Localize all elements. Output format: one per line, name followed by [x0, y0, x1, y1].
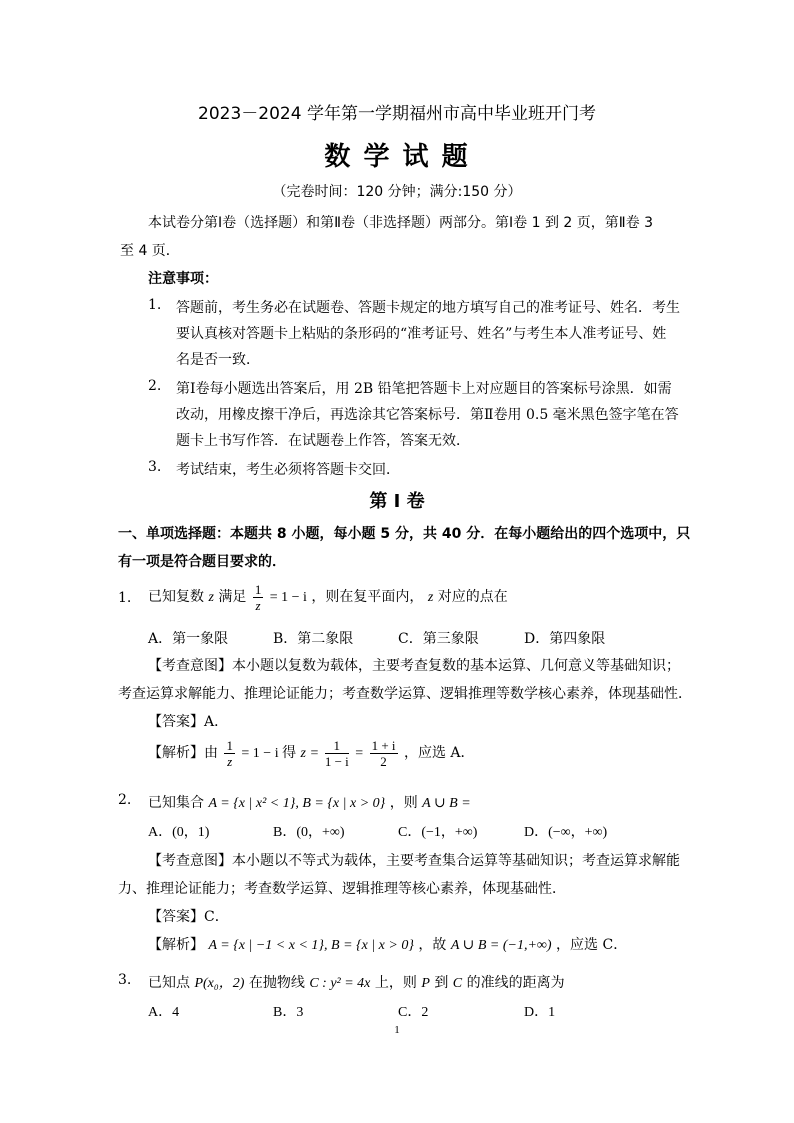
notice-item-2-line-1: 第Ⅰ卷每小题选出答案后，用 2B 铅笔把答题卡上对应题目的答案标号涂黑．如需: [176, 381, 672, 397]
q2-set-a: A = {x | x² < 1}: [208, 796, 296, 811]
page-number: 1: [394, 1024, 400, 1036]
q2-intent-line-1: 【考查意图】本小题以不等式为载体，主要考查集合运算等基础知识；考查运算求解能: [148, 853, 680, 869]
q1-option-d: D．第四象限: [524, 631, 606, 647]
q1-analysis-fraction-3-numerator: 1 + i: [371, 737, 396, 753]
q2-option-c: C．(−1，+∞): [398, 825, 478, 840]
q1-analysis-rhs: = 1 − i 得: [241, 746, 297, 761]
q1-analysis-fraction-2-numerator: 1: [325, 739, 349, 754]
q1-analysis-end: ，应选 A．: [403, 745, 475, 761]
q2-analysis-union: A ∪ B = (−1,+∞): [450, 938, 552, 953]
q2-answer: 【答案】C．: [148, 909, 229, 925]
q1-option-c: C．第三象限: [398, 631, 479, 647]
section-instruction-line-1: 一、单项选择题：本题共 8 小题，每小题 5 分，共 40 分．在每小题给出的四个选项中，只: [118, 526, 691, 542]
notice-item-2-line-2: 改动，用橡皮擦干净后，再选涂其它答案标号．第Ⅱ卷用 0.5 毫米黑色签字笔在答: [176, 407, 679, 423]
q1-text-b: 满足: [218, 589, 247, 605]
q3-curve: C : y² = 4x: [309, 976, 371, 991]
q2-analysis-set-b: , B = {x | x > 0}: [324, 938, 414, 953]
q1-text-c: ，则在复平面内，: [311, 589, 424, 605]
q2-union: A ∪ B =: [422, 796, 471, 811]
q1-analysis-equals-1: =: [310, 746, 319, 761]
q2-intent-line-2: 力、推理论证能力；考查数学运算、逻辑推理等核心素养，体现基础性．: [118, 881, 566, 897]
notice-item-1-number: 1.: [148, 297, 162, 313]
time-info: （完卷时间：120 分钟；满分:150 分）: [272, 184, 522, 200]
q3-text-c: 上，则: [374, 975, 417, 991]
notice-item-3-line-1: 考试结束，考生必须将答题卡交回．: [176, 462, 400, 478]
notice-item-1-line-1: 答题前，考生务必在试题卷、答题卡规定的地方填写自己的准考证号、姓名．考生: [176, 300, 680, 316]
q2-text-a: 已知集合: [148, 795, 204, 811]
q1-var-z-2: z: [427, 590, 434, 605]
q2-analysis-label: 【解析】: [148, 937, 204, 953]
q2-option-d: D．(−∞，+∞): [524, 825, 608, 840]
notice-item-3-number: 3.: [148, 459, 162, 475]
q2-set-b: , B = {x | x > 0}: [295, 796, 386, 811]
notice-item-2-number: 2.: [148, 378, 162, 394]
exam-title: 2023－2024 学年第一学期福州市高中毕业班开门考: [198, 104, 596, 124]
q3-option-b: B．3: [273, 1005, 304, 1020]
q1-analysis-fraction-3-denominator: 2: [380, 753, 387, 769]
q1-analysis-fraction-1-numerator: 1: [226, 737, 233, 753]
q1-analysis-fraction-3: [370, 739, 398, 768]
q2-analysis: [148, 934, 627, 954]
q2-analysis-mid: ，故: [418, 937, 447, 953]
q1-answer: 【答案】A．: [148, 714, 229, 730]
q3-text-b: 在抛物线: [248, 975, 305, 991]
q3-text-d: 到: [434, 975, 449, 991]
q1-analysis-var-z: z: [300, 746, 306, 761]
q1-analysis: [148, 736, 475, 771]
q2-option-b: B．(0，+∞): [273, 825, 345, 840]
q2-number: 2.: [118, 792, 132, 808]
q1-fraction-numerator: 1: [254, 581, 262, 597]
q2-text-b: ，则: [389, 795, 418, 811]
q1-intent-line-2: 考查运算求解能力、推理论证能力；考查数学运算、逻辑推理等数学核心素养，体现基础性．: [118, 686, 692, 702]
q3-var-p: P: [421, 976, 430, 991]
q1-intent-line-1: 【考查意图】本小题以复数为载体，主要考查复数的基本运算、几何意义等基础知识；: [148, 658, 680, 674]
q1-analysis-equals-2: =: [355, 746, 364, 761]
q1-fraction-denominator: z: [255, 597, 261, 613]
q1-analysis-fraction-1-denominator: z: [227, 753, 233, 769]
q1-number: 1.: [118, 590, 132, 606]
q1-analysis-fraction-2-denominator: 1 − i: [324, 753, 349, 769]
q1-option-b: B．第二象限: [273, 631, 354, 647]
q1-analysis-label: 【解析】由: [148, 745, 218, 761]
q2-option-a: A．(0，1): [148, 825, 210, 840]
intro-line-1: 本试卷分第Ⅰ卷（选择题）和第Ⅱ卷（非选择题）两部分。第Ⅰ卷 1 到 2 页，第Ⅱ卷 3: [148, 215, 654, 231]
q2-analysis-set-a: A = {x | −1 < x < 1}: [208, 938, 325, 953]
q1-var-z: z: [208, 590, 214, 605]
q1-option-a: A．第一象限: [148, 631, 229, 647]
q3-number: 3.: [118, 972, 132, 988]
q1-fraction: [253, 583, 264, 612]
q3-option-a: A．4: [148, 1005, 180, 1020]
q3-text-a: 已知点: [148, 975, 190, 991]
q3-stem: [148, 972, 565, 992]
q3-option-c: C．2: [398, 1005, 429, 1020]
q1-text-d: 对应的点在: [437, 589, 508, 605]
notice-item-2-line-3: 题卡上书写作答．在试题卷上作答，答案无效．: [176, 433, 470, 449]
q2-analysis-end: ，应选 C．: [556, 937, 628, 953]
q3-var-c: C: [452, 976, 463, 991]
notice-item-1-line-2: 要认真核对答题卡上粘贴的条形码的“准考证号、姓名”与考生本人准考证号、姓: [176, 326, 667, 342]
q3-option-d: D．1: [524, 1005, 556, 1020]
q2-stem: [148, 792, 471, 812]
q1-analysis-fraction-2: [325, 739, 349, 768]
q3-point: P(x₀，2): [194, 976, 245, 991]
q1-stem: [148, 580, 508, 615]
intro-line-2: 至 4 页．: [120, 243, 180, 259]
notice-heading: 注意事项：: [148, 271, 218, 287]
q1-text-a: 已知复数: [148, 589, 204, 605]
q3-text-e: 的准线的距离为: [466, 975, 565, 991]
section-title: 第 Ⅰ 卷: [369, 491, 425, 512]
section-instruction-line-2: 有一项是符合题目要求的．: [118, 554, 286, 570]
subject-title: 数 学 试 题: [324, 142, 470, 172]
notice-item-1-line-3: 名是否一致．: [176, 352, 260, 368]
q1-analysis-fraction-1: [224, 739, 235, 768]
q1-equation-rhs: = 1 − i: [269, 590, 307, 605]
